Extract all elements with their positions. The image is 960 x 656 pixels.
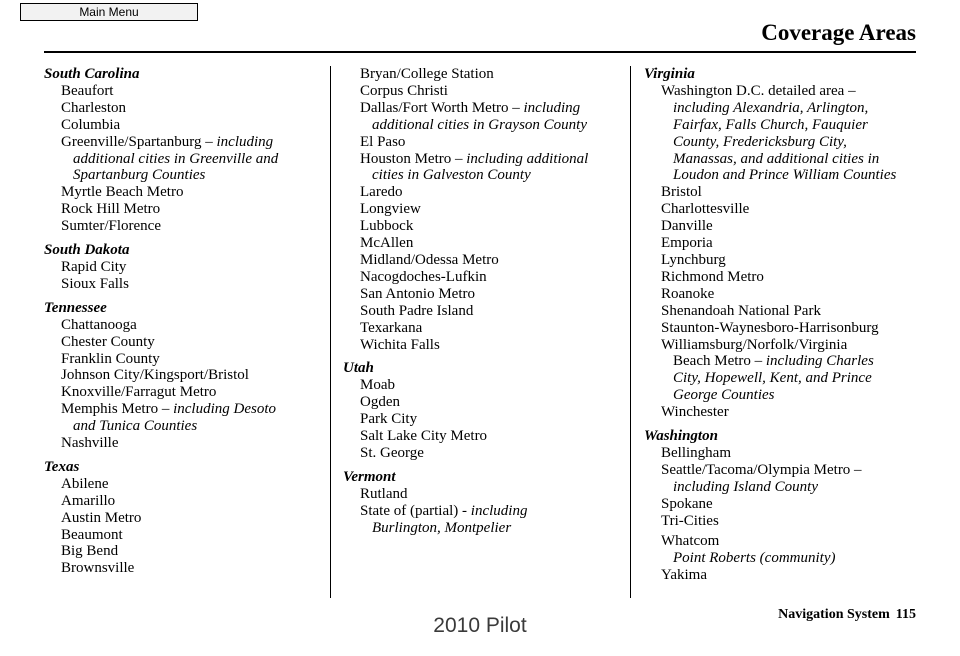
item-note: Fairfax, Falls Church, Fauquier: [673, 116, 868, 133]
list-item: Rapid City: [61, 258, 127, 275]
item-note: additional cities in Grayson County: [372, 116, 587, 133]
item-note: Spartanburg Counties: [73, 167, 206, 184]
list-item: Charleston: [61, 99, 126, 116]
list-item: Beaufort: [61, 82, 114, 99]
list-item: Danville: [661, 218, 713, 235]
list-item: [343, 503, 623, 520]
list-item: Moab: [360, 377, 395, 394]
list-item: Seattle/Tacoma/Olympia Metro –: [661, 461, 862, 478]
main-menu-button[interactable]: Main Menu: [20, 3, 198, 21]
list-item: [44, 401, 324, 418]
item-name: State of (partial) -: [360, 502, 471, 519]
list-item: Austin Metro: [61, 509, 142, 526]
column-2: [343, 66, 623, 536]
item-name: Memphis Metro –: [61, 401, 174, 418]
item-note: cities in Galveston County: [372, 167, 531, 184]
item-note: additional cities in Greenville and: [73, 150, 279, 167]
item-note: including: [523, 99, 581, 116]
item-note: Loudon and Prince William Counties: [673, 167, 897, 184]
page-title: Coverage Areas: [761, 20, 916, 45]
state-heading: Utah: [343, 360, 374, 377]
item-note: Burlington, Montpelier: [372, 519, 512, 536]
list-item: San Antonio Metro: [360, 285, 475, 302]
list-item: Laredo: [360, 184, 403, 201]
list-item: Corpus Christi: [360, 82, 448, 99]
state-heading: Washington: [644, 428, 718, 445]
list-item: Spokane: [661, 495, 713, 512]
list-item: Brownsville: [61, 560, 135, 577]
list-item: Winchester: [661, 404, 729, 421]
list-item: Tri-Cities: [661, 512, 719, 529]
list-item: Williamsburg/Norfolk/Virginia: [661, 336, 848, 353]
list-item: South Padre Island: [360, 302, 474, 319]
list-item: Lynchburg: [661, 251, 726, 268]
item-name: Dallas/Fort Worth Metro –: [360, 99, 524, 116]
list-item: Knoxville/Farragut Metro: [61, 384, 217, 401]
list-item: Emporia: [661, 235, 713, 252]
page-number: 115: [895, 607, 916, 622]
list-item: [343, 151, 623, 168]
item-note: and Tunica Counties: [73, 418, 198, 435]
item-note: including: [470, 502, 528, 519]
list-item: Richmond Metro: [661, 268, 764, 285]
list-item: Nacogdoches-Lufkin: [360, 268, 487, 285]
item-note: including additional: [466, 150, 589, 167]
list-item: McAllen: [360, 235, 414, 252]
list-item: Staunton-Waynesboro-Harrisonburg: [661, 319, 879, 336]
column-3: [644, 66, 924, 584]
list-item: Midland/Odessa Metro: [360, 251, 499, 268]
item-note: including Desoto: [173, 401, 276, 418]
watermark-text: 2010 Pilot: [433, 614, 527, 637]
list-item: Columbia: [61, 116, 121, 133]
list-item: Franklin County: [61, 350, 160, 367]
item-note: including Charles: [765, 353, 874, 370]
state-heading: Virginia: [644, 66, 695, 82]
list-item: Texarkana: [360, 319, 423, 336]
list-item: Longview: [360, 201, 421, 218]
list-item: Wichita Falls: [360, 336, 440, 353]
list-item: Johnson City/Kingsport/Bristol: [61, 367, 249, 384]
state-heading: South Carolina: [44, 66, 140, 82]
item-note: George Counties: [673, 387, 775, 404]
list-item: Amarillo: [61, 492, 116, 509]
list-item: Roanoke: [661, 285, 715, 302]
item-name: Greenville/Spartanburg –: [61, 133, 217, 150]
item-note: including Alexandria, Arlington,: [673, 99, 869, 116]
footer-section: Navigation System: [778, 607, 890, 622]
list-item: Rutland: [360, 485, 408, 502]
item-note: County, Fredericksburg City,: [673, 133, 847, 150]
state-heading: Texas: [44, 458, 80, 475]
list-item: Bryan/College Station: [360, 66, 494, 82]
list-item: Chester County: [61, 333, 155, 350]
list-item: Beaumont: [61, 526, 123, 543]
list-item: Myrtle Beach Metro: [61, 184, 184, 201]
list-item: [343, 100, 623, 117]
list-item: Yakima: [661, 567, 707, 584]
item-note: Manassas, and additional cities in: [673, 150, 880, 167]
list-item: Washington D.C. detailed area –: [661, 82, 856, 99]
list-item: Park City: [360, 411, 418, 428]
item-note: including: [216, 133, 274, 150]
list-item: Charlottesville: [661, 201, 750, 218]
list-item: Sumter/Florence: [61, 218, 161, 235]
list-item: St. George: [360, 444, 424, 461]
list-item: Chattanooga: [61, 316, 137, 333]
state-heading: Vermont: [343, 468, 396, 485]
item-name: Beach Metro –: [673, 353, 766, 370]
list-item: Lubbock: [360, 218, 414, 235]
list-item: Whatcom: [661, 533, 720, 550]
list-item: Big Bend: [61, 543, 119, 560]
list-item: Sioux Falls: [61, 275, 129, 292]
item-note: including Island County: [673, 478, 818, 495]
state-heading: Tennessee: [44, 299, 107, 316]
item-note: Point Roberts (community): [673, 550, 836, 567]
column-divider-2: [630, 66, 631, 598]
list-item: Ogden: [360, 394, 400, 411]
column-divider-1: [330, 66, 331, 598]
list-item: Abilene: [61, 475, 109, 492]
state-heading: South Dakota: [44, 242, 130, 259]
list-item: Nashville: [61, 435, 119, 452]
list-item: Rock Hill Metro: [61, 201, 161, 218]
item-note: City, Hopewell, Kent, and Prince: [673, 370, 872, 387]
list-item: El Paso: [360, 133, 406, 150]
list-item: Bellingham: [661, 444, 731, 461]
list-item: [44, 134, 324, 151]
column-1: [44, 66, 324, 577]
list-item: Salt Lake City Metro: [360, 428, 488, 445]
list-item: Shenandoah National Park: [661, 302, 821, 319]
header-rule: [44, 51, 916, 53]
list-item-continued: [644, 353, 924, 370]
list-item: Bristol: [661, 184, 702, 201]
item-name: Houston Metro –: [360, 150, 467, 167]
